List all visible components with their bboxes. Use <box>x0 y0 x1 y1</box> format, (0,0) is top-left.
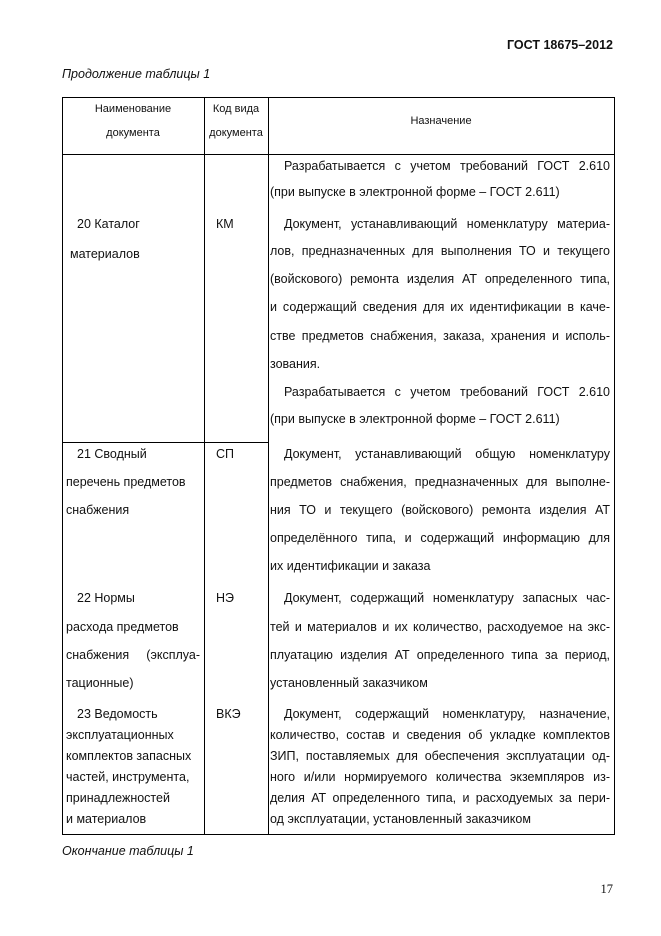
row21-purpose-line: ния ТО и текущего (войскового) ремонта изделия АТ <box>270 503 610 517</box>
row22-purpose-line: установленный заказчиком <box>270 676 428 690</box>
row23-purpose-line: количество, состав и сведения об укладке комплектов <box>270 728 610 742</box>
row22-name-line: 22 Нормы <box>77 591 135 605</box>
row23-purpose-line: делия АТ определенного типа, и расходуемых за пери- <box>270 791 610 805</box>
row20-name-line: 20 Каталог <box>77 217 140 231</box>
row21-purpose-line: Документ, устанавливающий общую номенклатуру <box>284 447 610 461</box>
header-code-line1: Код вида <box>212 103 260 115</box>
row22-purpose-line: плуатацию изделия АТ определенного типа за период, <box>270 648 610 662</box>
row20-purpose-line: Документ, устанавливающий номенклатуру материа- <box>284 217 610 231</box>
row21-code: СП <box>216 447 235 461</box>
table-border-top <box>62 97 615 98</box>
row20-purpose-line: стве предметов снабжения, заказа, хранения и исполь- <box>270 329 610 343</box>
row21-name-line: снабжения <box>66 503 130 517</box>
header-name-line2: документа <box>106 127 160 139</box>
row23-purpose-line: од эксплуатации, установленный заказчиком <box>270 812 531 826</box>
row23-purpose-line: Документ, содержащий номенклатуру, назначение, <box>284 707 610 721</box>
row23-name-line: частей, инструмента, <box>66 770 190 784</box>
header-name-line1: Наименование <box>94 103 172 115</box>
table-border-left <box>62 97 63 835</box>
table-end-caption: Окончание таблицы 1 <box>62 844 194 858</box>
standard-header: ГОСТ 18675–2012 <box>507 38 613 52</box>
row23-code: ВКЭ <box>216 707 241 721</box>
row22-name-line: расхода предметов <box>66 620 179 634</box>
table-border-bottom <box>62 834 615 835</box>
row20-purpose-line: (войскового) ремонта изделия АТ определенного типа, <box>270 272 610 286</box>
row23-name-line: эксплуатационных <box>66 728 174 742</box>
column-divider-1 <box>204 97 205 835</box>
row20-purpose-line: (при выпуске в электронной форме – ГОСТ 2.611) <box>270 412 560 426</box>
header-purpose: Назначение <box>410 115 472 127</box>
row22-purpose-line: Документ, содержащий номенклатуру запасных час- <box>284 591 610 605</box>
purpose-pre-line: Разрабатывается с учетом требований ГОСТ 2.610 <box>284 159 610 173</box>
row23-name-line: принадлежностей <box>66 791 170 805</box>
row23-name-line: комплектов запасных <box>66 749 192 763</box>
row20-purpose-line: зования. <box>270 357 321 371</box>
row21-name-line: перечень предметов <box>66 475 186 489</box>
row23-name-line: 23 Ведомость <box>77 707 158 721</box>
page-number: 17 <box>600 882 613 896</box>
table-border-right <box>614 97 615 835</box>
row-divider-20-21-left <box>62 442 269 443</box>
row23-purpose-line: ЗИП, поставляемых для обеспечения эксплуатации од- <box>270 749 610 763</box>
header-code-line2: документа <box>209 127 263 139</box>
row21-name-line: 21 Сводный <box>77 447 147 461</box>
table-continuation-caption: Продолжение таблицы 1 <box>62 67 211 81</box>
row22-code: НЭ <box>216 591 235 605</box>
row21-purpose-line: предметов снабжения, предназначенных для выполне- <box>270 475 610 489</box>
row20-name-line: материалов <box>70 247 140 261</box>
row21-purpose-line: их идентификации и заказа <box>270 559 431 573</box>
row23-name-line: и материалов <box>66 812 147 826</box>
row23-purpose-line: ного и/или нормируемого количества экземпляров из- <box>270 770 610 784</box>
row21-purpose-line: определённого типа, и содержащий информацию для <box>270 531 610 545</box>
row20-purpose-line: и содержащий сведения для их идентификации в каче- <box>270 300 610 314</box>
row20-code: КМ <box>216 217 234 231</box>
column-divider-2 <box>268 97 269 835</box>
row20-purpose-line: лов, предназначенных для выполнения ТО и текущего <box>270 244 610 258</box>
row22-purpose-line: тей и материалов и их количество, расходуемое на экс- <box>270 620 610 634</box>
row22-name-line: тационные) <box>66 676 134 690</box>
table-header-divider <box>62 154 615 155</box>
row20-purpose-line: Разрабатывается с учетом требований ГОСТ 2.610 <box>284 385 610 399</box>
purpose-pre-line: (при выпуске в электронной форме – ГОСТ 2.611) <box>270 185 560 199</box>
row22-name-line: снабжения (эксплуа- <box>66 648 200 662</box>
